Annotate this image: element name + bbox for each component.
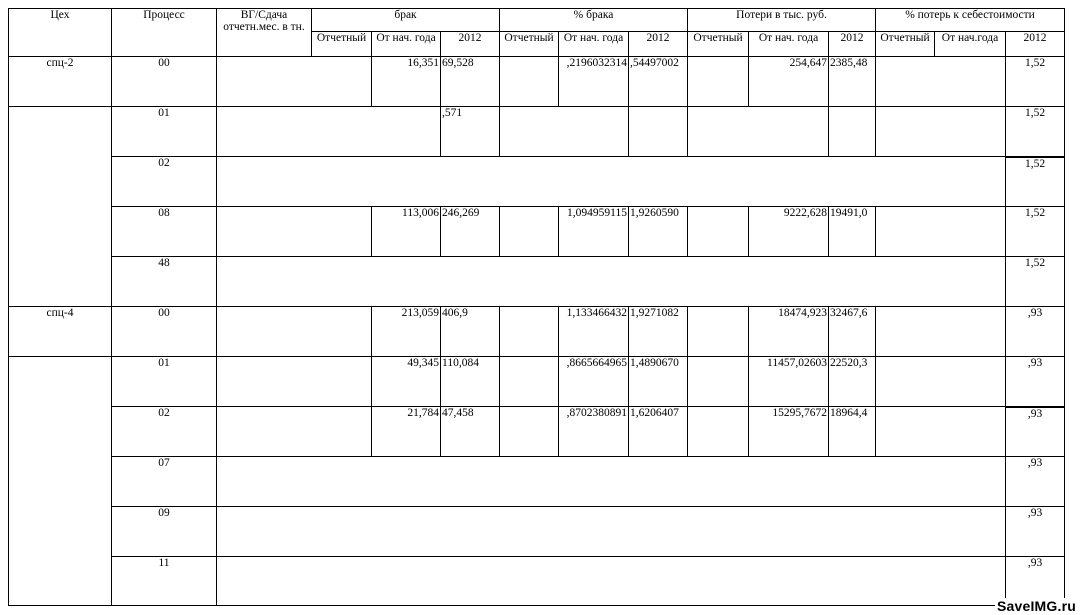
cell-pct-ytd: ,8702380891 bbox=[559, 407, 629, 457]
cell-empty bbox=[876, 307, 1006, 357]
cell-shop: спц-4 bbox=[9, 307, 112, 357]
cell-process: 01 bbox=[112, 107, 217, 157]
cell-process: 00 bbox=[112, 57, 217, 107]
header-row-1 bbox=[9, 9, 1065, 32]
cell-defect-ytd: 49,345 bbox=[372, 357, 441, 407]
watermark: SaveIMG.ru bbox=[996, 598, 1076, 614]
cell-losspct-2012: ,93 bbox=[1006, 307, 1065, 357]
cell-empty bbox=[217, 357, 372, 407]
cell-empty bbox=[217, 257, 1006, 307]
cell-empty bbox=[500, 407, 559, 457]
cell-losspct-2012: 1,52 bbox=[1006, 107, 1065, 157]
cell-losspct-2012: 1,52 bbox=[1006, 157, 1065, 207]
table-row bbox=[9, 557, 1065, 606]
table-row bbox=[9, 157, 1065, 207]
cell-process: 11 bbox=[112, 557, 217, 606]
sub-ytd: От нач.года bbox=[935, 32, 1006, 57]
cell-empty bbox=[876, 407, 1006, 457]
cell-shop-empty bbox=[9, 357, 112, 606]
table-row bbox=[9, 207, 1065, 257]
cell-process: 07 bbox=[112, 457, 217, 507]
cell-loss-2012: 32467,6 bbox=[829, 307, 876, 357]
cell-losspct-2012: ,93 bbox=[1006, 507, 1065, 557]
cell-process: 09 bbox=[112, 507, 217, 557]
cell-empty bbox=[688, 357, 749, 407]
sub-reporting: Отчетный bbox=[500, 32, 559, 57]
cell-loss-2012: 18964,4 bbox=[829, 407, 876, 457]
cell-pct-2012: 1,6206407 bbox=[629, 407, 688, 457]
cell-empty bbox=[217, 407, 372, 457]
cell-empty bbox=[217, 107, 441, 157]
sub-ytd: От нач. года bbox=[559, 32, 629, 57]
cell-loss-2012: 22520,3 bbox=[829, 357, 876, 407]
cell-process: 08 bbox=[112, 207, 217, 257]
cell-defect-2012: 110,084 bbox=[441, 357, 500, 407]
cell-loss-ytd: 9222,628 bbox=[749, 207, 829, 257]
cell-empty bbox=[829, 107, 876, 157]
sub-reporting: Отчетный bbox=[688, 32, 749, 57]
cell-loss-ytd: 254,647 bbox=[749, 57, 829, 107]
cell-empty bbox=[500, 207, 559, 257]
cell-pct-2012: 1,9271082 bbox=[629, 307, 688, 357]
cell-process: 02 bbox=[112, 407, 217, 457]
cell-empty bbox=[217, 207, 372, 257]
cell-empty bbox=[688, 107, 829, 157]
table-row bbox=[9, 57, 1065, 107]
cell-process: 00 bbox=[112, 307, 217, 357]
cell-pct-ytd: ,8665664965 bbox=[559, 357, 629, 407]
cell-empty bbox=[500, 357, 559, 407]
cell-defect-ytd: 113,006 bbox=[372, 207, 441, 257]
cell-empty bbox=[217, 457, 1006, 507]
cell-empty bbox=[876, 207, 1006, 257]
table-row bbox=[9, 107, 1065, 157]
cell-defect-2012: 47,458 bbox=[441, 407, 500, 457]
header-vg: ВГ/Сдача отчетн.мес. в тн. bbox=[217, 9, 312, 57]
sub-ytd: От нач. года bbox=[749, 32, 829, 57]
cell-defect-ytd: 21,784 bbox=[372, 407, 441, 457]
cell-empty bbox=[688, 307, 749, 357]
sub-reporting: Отчетный bbox=[312, 32, 372, 57]
cell-empty bbox=[688, 207, 749, 257]
header-defect-pct: % брака bbox=[500, 9, 688, 32]
table-row bbox=[9, 507, 1065, 557]
table-row bbox=[9, 407, 1065, 457]
cell-empty bbox=[688, 57, 749, 107]
cell-empty bbox=[876, 357, 1006, 407]
table-row bbox=[9, 457, 1065, 507]
cell-defect-2012: 69,528 bbox=[441, 57, 500, 107]
cell-empty bbox=[876, 107, 1006, 157]
cell-process: 02 bbox=[112, 157, 217, 207]
cell-pct-ytd: 1,133466432 bbox=[559, 307, 629, 357]
sub-year: 2012 bbox=[1006, 32, 1065, 57]
sub-year: 2012 bbox=[441, 32, 500, 57]
cell-defect-ytd: 213,059 bbox=[372, 307, 441, 357]
cell-pct-ytd: ,2196032314 bbox=[559, 57, 629, 107]
cell-empty bbox=[217, 507, 1006, 557]
cell-process: 48 bbox=[112, 257, 217, 307]
cell-losspct-2012: ,93 bbox=[1006, 407, 1065, 457]
cell-loss-2012: 2385,48 bbox=[829, 57, 876, 107]
cell-defect-2012: 246,269 bbox=[441, 207, 500, 257]
cell-loss-ytd: 18474,923 bbox=[749, 307, 829, 357]
sub-reporting: Отчетный bbox=[876, 32, 935, 57]
header-losses-pct: % потерь к себестоимости bbox=[876, 9, 1065, 32]
cell-empty bbox=[217, 557, 1006, 606]
cell-empty bbox=[217, 307, 372, 357]
sub-year: 2012 bbox=[829, 32, 876, 57]
table-row bbox=[9, 257, 1065, 307]
header-shop: Цех bbox=[9, 9, 112, 57]
cell-losspct-2012: ,93 bbox=[1006, 557, 1065, 606]
cell-losspct-2012: ,93 bbox=[1006, 457, 1065, 507]
cell-shop: спц-2 bbox=[9, 57, 112, 107]
cell-pct-2012: 1,9260590 bbox=[629, 207, 688, 257]
cell-defect-2012: ,571 bbox=[441, 107, 500, 157]
cell-loss-ytd: 11457,02603 bbox=[749, 357, 829, 407]
cell-empty bbox=[629, 107, 688, 157]
cell-losspct-2012: 1,52 bbox=[1006, 207, 1065, 257]
header-losses: Потери в тыс. руб. bbox=[688, 9, 876, 32]
cell-empty bbox=[217, 157, 1006, 207]
cell-pct-2012: ,54497002 bbox=[629, 57, 688, 107]
cell-defect-ytd: 16,351 bbox=[372, 57, 441, 107]
cell-losspct-2012: ,93 bbox=[1006, 357, 1065, 407]
cell-losspct-2012: 1,52 bbox=[1006, 57, 1065, 107]
cell-empty bbox=[876, 57, 1006, 107]
sub-year: 2012 bbox=[629, 32, 688, 57]
cell-empty bbox=[217, 57, 372, 107]
cell-pct-ytd: 1,094959115 bbox=[559, 207, 629, 257]
header-process: Процесс bbox=[112, 9, 217, 57]
cell-empty bbox=[500, 307, 559, 357]
cell-defect-2012: 406,9 bbox=[441, 307, 500, 357]
cell-empty bbox=[688, 407, 749, 457]
cell-empty bbox=[500, 107, 629, 157]
cell-empty bbox=[500, 57, 559, 107]
header-defect: брак bbox=[312, 9, 500, 32]
cell-loss-2012: 19491,0 bbox=[829, 207, 876, 257]
cell-loss-ytd: 15295,7672 bbox=[749, 407, 829, 457]
table-row bbox=[9, 357, 1065, 407]
sub-ytd: От нач. года bbox=[372, 32, 441, 57]
cell-process: 01 bbox=[112, 357, 217, 407]
cell-pct-2012: 1,4890670 bbox=[629, 357, 688, 407]
cell-losspct-2012: 1,52 bbox=[1006, 257, 1065, 307]
cell-shop-empty bbox=[9, 107, 112, 307]
table-row bbox=[9, 307, 1065, 357]
defect-report-table bbox=[8, 8, 1065, 606]
